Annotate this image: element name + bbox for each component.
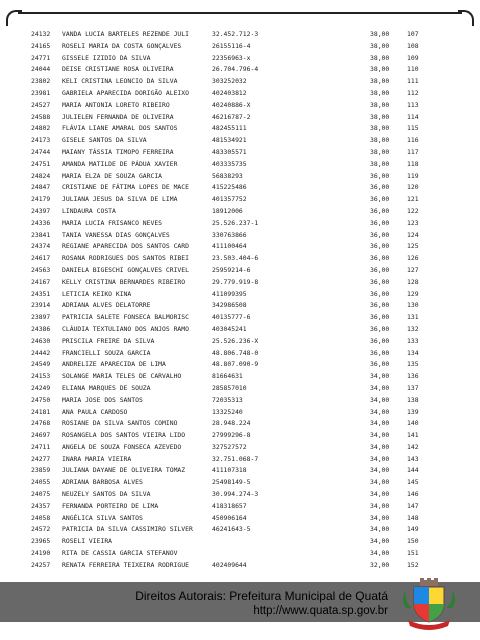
score: 36,00 — [370, 301, 390, 310]
table-row — [0, 277, 480, 289]
inscription-number: 24075 — [31, 490, 51, 499]
inscription-number: 24768 — [31, 419, 51, 428]
inscription-number: 24190 — [31, 549, 51, 558]
score: 34,00 — [370, 442, 390, 451]
table-row — [0, 348, 480, 360]
score: 38,00 — [370, 159, 390, 168]
score: 34,00 — [370, 395, 390, 404]
page-top-border — [0, 0, 480, 20]
classification: 125 — [407, 242, 419, 251]
classification: 115 — [407, 124, 419, 133]
table-row — [0, 206, 480, 218]
id-document: 415225486 — [212, 183, 247, 192]
inscription-number: 24802 — [31, 124, 51, 133]
score: 36,00 — [370, 360, 390, 369]
id-document: 483305571 — [212, 147, 247, 156]
id-document: 303252032 — [212, 77, 247, 86]
id-document: 56838293 — [212, 171, 243, 180]
inscription-number: 24357 — [31, 501, 51, 510]
table-row — [0, 289, 480, 301]
score: 36,00 — [370, 242, 390, 251]
table-row — [0, 524, 480, 536]
table-row — [0, 371, 480, 383]
score: 34,00 — [370, 537, 390, 546]
id-document: 402403812 — [212, 88, 247, 97]
table-row — [0, 513, 480, 525]
candidate-name: JULIANA DAYANE DE OLIVEIRA TOMAZ — [62, 466, 186, 475]
candidate-name: GISELE SANTOS DA SILVA — [62, 136, 147, 145]
classification: 114 — [407, 112, 419, 121]
inscription-number: 24630 — [31, 336, 51, 345]
classification: 128 — [407, 277, 419, 286]
table-row — [0, 41, 480, 53]
inscription-number: 24824 — [31, 171, 51, 180]
candidate-name: INARA MARIA VIEIRA — [62, 454, 132, 463]
candidate-name: ROSIANE DA SILVA SANTOS COMINO — [62, 419, 178, 428]
classification: 124 — [407, 230, 419, 239]
score: 36,00 — [370, 254, 390, 263]
inscription-number: 23897 — [31, 313, 51, 322]
classification: 151 — [407, 549, 419, 558]
id-document: 327527572 — [212, 442, 247, 451]
inscription-number: 24277 — [31, 454, 51, 463]
score: 38,00 — [370, 53, 390, 62]
inscription-number: 24549 — [31, 360, 51, 369]
score: 38,00 — [370, 88, 390, 97]
candidate-name: ROSELI MARIA DA COSTA GONÇALVES — [62, 41, 182, 50]
candidate-name: DANIELA BIGESCHI GONÇALVES CRIVEL — [62, 265, 189, 274]
id-document: 25959214-6 — [212, 265, 251, 274]
id-document: 18912006 — [212, 206, 243, 215]
id-document: 330763866 — [212, 230, 247, 239]
candidate-name: ANGELA DE SOUZA FONSECA AZEVEDO — [62, 442, 182, 451]
score: 36,00 — [370, 289, 390, 298]
candidate-name: CRISTIANE DE FÁTIMA LOPES DE MACE — [62, 183, 189, 192]
inscription-number: 24442 — [31, 348, 51, 357]
classification: 127 — [407, 265, 419, 274]
id-document: 26.704.796-4 — [212, 65, 259, 74]
table-row — [0, 123, 480, 135]
table-row — [0, 312, 480, 324]
classification: 132 — [407, 324, 419, 333]
classification: 135 — [407, 360, 419, 369]
inscription-number: 24617 — [31, 254, 51, 263]
id-document: 72035313 — [212, 395, 243, 404]
classification: 111 — [407, 77, 419, 86]
score: 36,00 — [370, 230, 390, 239]
score: 32,00 — [370, 560, 390, 569]
table-row — [0, 336, 480, 348]
classification: 146 — [407, 490, 419, 499]
candidate-name: MARIA ANTONIA LORETO RIBEIRO — [62, 100, 170, 109]
copyright-text: Direitos Autorais: Prefeitura Municipal de Quatá — [135, 589, 388, 603]
candidate-name: MARIA LUCIA FRISANCO NEVES — [62, 218, 163, 227]
candidate-name: ELIANA MARQUES DE SOUZA — [62, 383, 151, 392]
score: 36,00 — [370, 265, 390, 274]
score: 36,00 — [370, 336, 390, 345]
table-row — [0, 477, 480, 489]
classification: 148 — [407, 513, 419, 522]
score: 36,00 — [370, 183, 390, 192]
inscription-number: 24181 — [31, 407, 51, 416]
score: 38,00 — [370, 41, 390, 50]
candidate-name: KELLY CRISTINA BERNARDES RIBEIRO — [62, 277, 186, 286]
table-row — [0, 407, 480, 419]
classification: 134 — [407, 348, 419, 357]
classification: 126 — [407, 254, 419, 263]
classification: 142 — [407, 442, 419, 451]
classification: 138 — [407, 395, 419, 404]
table-row — [0, 182, 480, 194]
score: 36,00 — [370, 348, 390, 357]
table-row — [0, 548, 480, 560]
table-row — [0, 194, 480, 206]
municipal-coat-of-arms-icon — [398, 578, 460, 630]
score: 34,00 — [370, 407, 390, 416]
score: 38,00 — [370, 124, 390, 133]
score: 34,00 — [370, 549, 390, 558]
inscription-number: 24697 — [31, 431, 51, 440]
id-document: 13325240 — [212, 407, 243, 416]
classification: 139 — [407, 407, 419, 416]
table-row — [0, 53, 480, 65]
inscription-number: 24374 — [31, 242, 51, 251]
candidate-name: NEUZELY SANTOS DA SILVA — [62, 490, 151, 499]
candidate-name: REGIANE APARECIDA DOS SANTOS CARD — [62, 242, 189, 251]
classification: 133 — [407, 336, 419, 345]
candidate-name: GABRIELA APARECIDA DORIGÃO ALEIXO — [62, 88, 189, 97]
score: 38,00 — [370, 77, 390, 86]
table-row — [0, 300, 480, 312]
inscription-number: 24165 — [31, 41, 51, 50]
candidate-name: ANDRELIZE APARECIDA DE LIMA — [62, 360, 166, 369]
candidate-name: JULIELEN FERNANDA DE OLIVEIRA — [62, 112, 174, 121]
inscription-number: 24058 — [31, 513, 51, 522]
inscription-number: 24386 — [31, 324, 51, 333]
inscription-number: 24173 — [31, 136, 51, 145]
classification: 119 — [407, 171, 419, 180]
score: 36,00 — [370, 206, 390, 215]
results-table — [0, 29, 480, 572]
table-row — [0, 241, 480, 253]
score: 36,00 — [370, 277, 390, 286]
inscription-number: 23802 — [31, 77, 51, 86]
id-document: 23.503.404-6 — [212, 254, 259, 263]
classification: 121 — [407, 195, 419, 204]
id-document: 46241643-5 — [212, 525, 251, 534]
table-row — [0, 418, 480, 430]
inscription-number: 23965 — [31, 537, 51, 546]
classification: 109 — [407, 53, 419, 62]
score: 34,00 — [370, 466, 390, 475]
table-row — [0, 159, 480, 171]
inscription-number: 24249 — [31, 383, 51, 392]
inscription-number: 24257 — [31, 560, 51, 569]
table-row — [0, 536, 480, 548]
score: 36,00 — [370, 313, 390, 322]
inscription-number: 24336 — [31, 218, 51, 227]
score: 36,00 — [370, 171, 390, 180]
candidate-name: RENATA FERREIRA TEIXEIRA RODRIGUE — [62, 560, 189, 569]
score: 34,00 — [370, 513, 390, 522]
classification: 123 — [407, 218, 419, 227]
classification: 116 — [407, 136, 419, 145]
candidate-name: DEISE CRISTIANE ROSA OLIVEIRA — [62, 65, 174, 74]
score: 38,00 — [370, 65, 390, 74]
score: 34,00 — [370, 501, 390, 510]
score: 36,00 — [370, 218, 390, 227]
inscription-number: 23914 — [31, 301, 51, 310]
classification: 107 — [407, 30, 419, 38]
candidate-name: MARIA JOSE DOS SANTOS — [62, 395, 143, 404]
id-document: 27999296-8 — [212, 431, 251, 440]
table-row — [0, 64, 480, 76]
candidate-name: JULIANA JESUS DA SILVA DE LIMA — [62, 195, 178, 204]
classification: 118 — [407, 159, 419, 168]
id-document: 40135777-6 — [212, 313, 251, 322]
table-row — [0, 88, 480, 100]
classification: 145 — [407, 478, 419, 487]
classification: 147 — [407, 501, 419, 510]
classification: 130 — [407, 301, 419, 310]
inscription-number: 24132 — [31, 30, 51, 38]
inscription-number: 24588 — [31, 112, 51, 121]
classification: 112 — [407, 88, 419, 97]
table-row — [0, 100, 480, 112]
candidate-name: FRANCIELLI SOUZA GARCIA — [62, 348, 151, 357]
classification: 113 — [407, 100, 419, 109]
id-document: 22356963-x — [212, 53, 251, 62]
inscription-number: 24527 — [31, 100, 51, 109]
id-document: 40240886-X — [212, 100, 251, 109]
id-document: 81664631 — [212, 372, 243, 381]
table-row — [0, 501, 480, 513]
classification: 122 — [407, 206, 419, 215]
score: 38,00 — [370, 136, 390, 145]
website-url: http://www.quata.sp.gov.br — [253, 605, 388, 617]
classification: 108 — [407, 41, 419, 50]
table-row — [0, 359, 480, 371]
candidate-name: FLÁVIA LIANE AMARAL DOS SANTOS — [62, 124, 178, 133]
score: 38,00 — [370, 100, 390, 109]
table-row — [0, 465, 480, 477]
classification: 117 — [407, 147, 419, 156]
id-document: 48.806.748-0 — [212, 348, 259, 357]
inscription-number: 24044 — [31, 65, 51, 74]
inscription-number: 24351 — [31, 289, 51, 298]
inscription-number: 24153 — [31, 372, 51, 381]
inscription-number: 24771 — [31, 53, 51, 62]
inscription-number: 24711 — [31, 442, 51, 451]
table-row — [0, 112, 480, 124]
table-row — [0, 324, 480, 336]
id-document: 28.948.224 — [212, 419, 251, 428]
candidate-name: LINDAURA COSTA — [62, 206, 116, 215]
inscription-number: 23981 — [31, 88, 51, 97]
table-row — [0, 395, 480, 407]
candidate-name: CLÁUDIA TEXTULIANO DOS ANJOS RAMO — [62, 324, 189, 333]
table-row — [0, 76, 480, 88]
inscription-number: 24563 — [31, 265, 51, 274]
score: 36,00 — [370, 195, 390, 204]
score: 34,00 — [370, 372, 390, 381]
id-document: 403335735 — [212, 159, 247, 168]
score: 34,00 — [370, 478, 390, 487]
table-row — [0, 218, 480, 230]
id-document: 411107318 — [212, 466, 247, 475]
inscription-number: 24751 — [31, 159, 51, 168]
table-row — [0, 383, 480, 395]
table-row — [0, 135, 480, 147]
classification: 149 — [407, 525, 419, 534]
classification: 144 — [407, 466, 419, 475]
candidate-name: PATRICIA SALETE FONSECA BALMORISC — [62, 313, 189, 322]
score: 34,00 — [370, 383, 390, 392]
id-document: 48.807.090-9 — [212, 360, 259, 369]
score: 38,00 — [370, 30, 390, 38]
inscription-number: 24572 — [31, 525, 51, 534]
classification: 143 — [407, 454, 419, 463]
classification: 131 — [407, 313, 419, 322]
candidate-name: ROSANA RODRIGUES DOS SANTOS RIBEI — [62, 254, 189, 263]
score: 38,00 — [370, 112, 390, 121]
candidate-name: PATRICIA DA SILVA CASSIMIRO SILVER — [62, 525, 193, 534]
inscription-number: 24750 — [31, 395, 51, 404]
classification: 136 — [407, 372, 419, 381]
id-document: 32.452.712-3 — [212, 30, 259, 38]
id-document: 285857010 — [212, 383, 247, 392]
candidate-name: RITA DE CASSIA GARCIA STEFANOV — [62, 549, 178, 558]
classification: 120 — [407, 183, 419, 192]
candidate-name: ADRIANA ALVES DELATORRE — [62, 301, 151, 310]
candidate-name: ROSANGELA DOS SANTOS VIEIRA LIDO — [62, 431, 186, 440]
classification: 150 — [407, 537, 419, 546]
id-document: 25.526.236-X — [212, 336, 259, 345]
inscription-number: 24847 — [31, 183, 51, 192]
table-row — [0, 29, 480, 41]
score: 38,00 — [370, 147, 390, 156]
table-row — [0, 147, 480, 159]
score: 34,00 — [370, 525, 390, 534]
id-document: 30.994.274-3 — [212, 490, 259, 499]
id-document: 25498149-5 — [212, 478, 251, 487]
candidate-name: AMANDA MATILDE DE PÁDUA XAVIER — [62, 159, 178, 168]
inscription-number: 24167 — [31, 277, 51, 286]
id-document: 25.526.237-1 — [212, 218, 259, 227]
candidate-name: KELI CRISTINA LEONCIO DA SILVA — [62, 77, 178, 86]
id-document: 450906164 — [212, 513, 247, 522]
candidate-name: ROSELI VIEIRA — [62, 537, 113, 546]
id-document: 26155116-4 — [212, 41, 251, 50]
score: 34,00 — [370, 419, 390, 428]
id-document: 401357752 — [212, 195, 247, 204]
candidate-name: VANDA LUCIA BARTELES REZENDE JULI — [62, 30, 189, 38]
candidate-name: ANA PAULA CARDOSO — [62, 407, 128, 416]
score: 34,00 — [370, 431, 390, 440]
id-document: 403045241 — [212, 324, 247, 333]
inscription-number: 24397 — [31, 206, 51, 215]
score: 36,00 — [370, 324, 390, 333]
candidate-name: SOLANGE MARIA TELES DE CARVALHO — [62, 372, 182, 381]
table-row — [0, 265, 480, 277]
inscription-number: 23859 — [31, 466, 51, 475]
candidate-name: MARIA ELZA DE SOUZA GARCIA — [62, 171, 163, 180]
classification: 152 — [407, 560, 419, 569]
table-row — [0, 171, 480, 183]
table-row — [0, 489, 480, 501]
id-document: 481534921 — [212, 136, 247, 145]
candidate-name: TANIA VANESSA DIAS GONÇALVES — [62, 230, 170, 239]
id-document: 342986508 — [212, 301, 247, 310]
candidate-name: LETICIA KEIKO KINA — [62, 289, 132, 298]
table-row — [0, 454, 480, 466]
id-document: 29.779.919-8 — [212, 277, 259, 286]
inscription-number: 24055 — [31, 478, 51, 487]
inscription-number: 24744 — [31, 147, 51, 156]
classification: 140 — [407, 419, 419, 428]
candidate-name: ANGÉLICA SILVA SANTOS — [62, 513, 143, 522]
candidate-name: MAIANY TÁSSIA TIMOPO FERREIRA — [62, 147, 174, 156]
classification: 129 — [407, 289, 419, 298]
score: 34,00 — [370, 490, 390, 499]
id-document: 482455111 — [212, 124, 247, 133]
id-document: 418318657 — [212, 501, 247, 510]
id-document: 411100464 — [212, 242, 247, 251]
inscription-number: 24179 — [31, 195, 51, 204]
id-document: 411099395 — [212, 289, 247, 298]
classification: 141 — [407, 431, 419, 440]
score: 34,00 — [370, 454, 390, 463]
candidate-name: ADRIANA BARBOSA ALVES — [62, 478, 143, 487]
table-row — [0, 430, 480, 442]
table-row — [0, 442, 480, 454]
table-row — [0, 253, 480, 265]
table-row — [0, 560, 480, 572]
id-document: 46216787-2 — [212, 112, 251, 121]
id-document: 32.751.068-7 — [212, 454, 259, 463]
inscription-number: 23841 — [31, 230, 51, 239]
candidate-name: GISSELE IZIDIO DA SILVA — [62, 53, 151, 62]
classification: 110 — [407, 65, 419, 74]
classification: 137 — [407, 383, 419, 392]
candidate-name: FERNANDA PORTEIRO DE LIMA — [62, 501, 159, 510]
candidate-name: PRISCILA FREIRE DA SILVA — [62, 336, 155, 345]
table-row — [0, 230, 480, 242]
id-document: 402409644 — [212, 560, 247, 569]
